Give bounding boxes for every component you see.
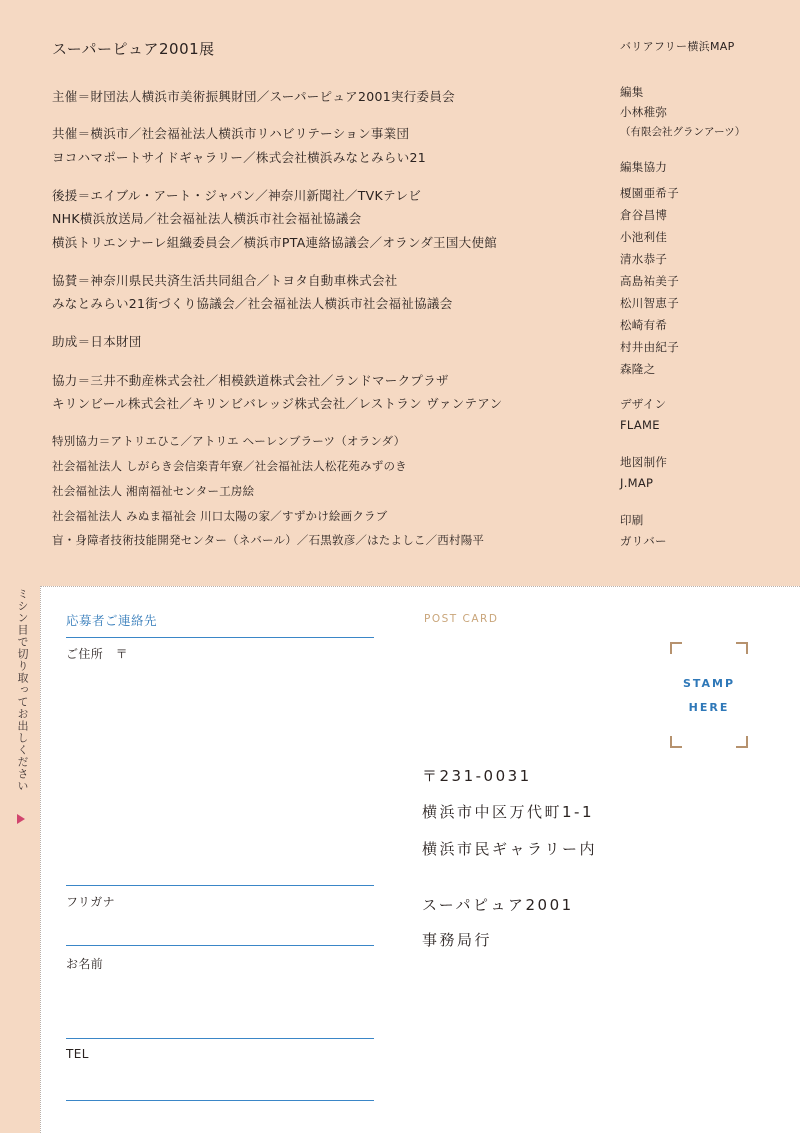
address-zip: 〒231-0031 [422,767,532,785]
map-label: 地図制作 [620,455,668,469]
stamp-corner [736,736,748,748]
furigana-field[interactable] [66,945,374,946]
tel-field[interactable] [66,1100,374,1101]
furigana-label: フリガナ [66,895,116,909]
address-label: ご住所 〒 [66,647,129,661]
name-field[interactable] [66,1038,374,1039]
support-line-1: 後援＝エイブル・アート・ジャパン／神奈川新聞社／TVKテレビ [52,188,422,203]
cosponsor-line-2: ヨコハマポートサイドギャラリー／株式会社横浜みなとみらい21 [52,150,427,165]
design-value: FLAME [620,418,660,432]
assistance-line-2: みなとみらい21街づくり協議会／社会福祉法人横浜市社会福祉協議会 [52,296,453,311]
edit-coop-name: 松川智恵子 [620,296,679,310]
special-line-5: 盲・身障者技術技能開発センター（ネバール）／石黒敦彦／はたよしこ／西村陽平 [52,533,485,547]
edit-coop-name: 高島祐美子 [620,274,679,288]
cosponsor-line-1: 共催＝横浜市／社会福祉法人横浜市リハビリテーション事業団 [52,126,410,141]
tel-label: TEL [66,1047,89,1061]
special-line-4: 社会福祉法人 みぬま福祉会 川口太陽の家／すずかけ絵画クラブ [52,509,388,523]
edit-coop-name: 森隆之 [620,362,656,376]
edit-coop-name: 榎園亜希子 [620,186,679,200]
print-value: ガリバー [620,534,667,548]
stamp-corner [670,736,682,748]
design-label: デザイン [620,397,667,411]
address-line-2: 横浜市民ギャラリー内 [422,840,598,858]
edit-coop-label: 編集協力 [620,160,668,174]
cooperation-line-1: 協力＝三井不動産株式会社／相模鉄道株式会社／ランドマークプラザ [52,373,449,388]
cut-instruction: ミシン目で切り取ってお出しください [16,588,29,792]
exhibition-title: スーパーピュア2001展 [52,40,215,58]
edit-coop-name: 松崎有希 [620,318,668,332]
edit-label: 編集 [620,85,644,99]
contact-underline [66,637,374,638]
special-line-1: 特別協力＝アトリエひこ／アトリエ ヘーレンブラーツ（オランダ） [52,434,406,448]
edit-coop-name: 村井由紀子 [620,340,679,354]
recipient-line-1: スーパピュア2001 [422,896,574,914]
postcard-label: POST CARD [424,613,499,625]
perforation-left[interactable] [40,586,41,1133]
grant-line: 助成＝日本財団 [52,334,142,349]
edit-coop-name: 倉谷昌博 [620,208,668,222]
address-field[interactable] [66,885,374,886]
editor-company: （有限会社グランアーツ） [620,126,746,138]
assistance-line-1: 協賛＝神奈川県民共済生活共同組合／トヨタ自動車株式会社 [52,273,398,288]
stamp-box [670,642,748,748]
recipient-line-2: 事務局行 [422,931,493,949]
special-line-3: 社会福祉法人 湘南福祉センター工房絵 [52,484,255,498]
edit-coop-name: 清水恭子 [620,252,668,266]
print-label: 印刷 [620,513,644,527]
arrow-right-icon [17,814,25,824]
stamp-text-2: HERE [688,701,730,714]
cooperation-line-2: キリンビール株式会社／キリンビバレッジ株式会社／レストラン ヴァンテアン [52,396,503,411]
map-title: バリアフリー横浜MAP [620,40,735,53]
edit-coop-name: 小池利佳 [620,230,668,244]
name-label: お名前 [66,957,104,971]
sponsor-line: 主催＝財団法人横浜市美術振興財団／スーパーピュア2001実行委員会 [52,89,455,104]
perforation-top[interactable] [40,586,800,587]
stamp-text-1: STAMP [682,677,736,690]
support-line-2: NHK横浜放送局／社会福祉法人横浜市社会福祉協議会 [52,211,362,226]
address-line-1: 横浜市中区万代町1-1 [422,803,595,821]
stamp-corner [736,642,748,654]
map-value: J.MAP [620,476,654,490]
contact-label: 応募者ご連絡先 [66,613,158,628]
support-line-3: 横浜トリエンナーレ組織委員会／横浜市PTA連絡協議会／オランダ王国大使館 [52,235,498,250]
stamp-corner [670,642,682,654]
special-line-2: 社会福祉法人 しがらき会信楽青年寮／社会福祉法人松花苑みずのき [52,459,407,473]
editor-name: 小林稚弥 [620,105,668,119]
